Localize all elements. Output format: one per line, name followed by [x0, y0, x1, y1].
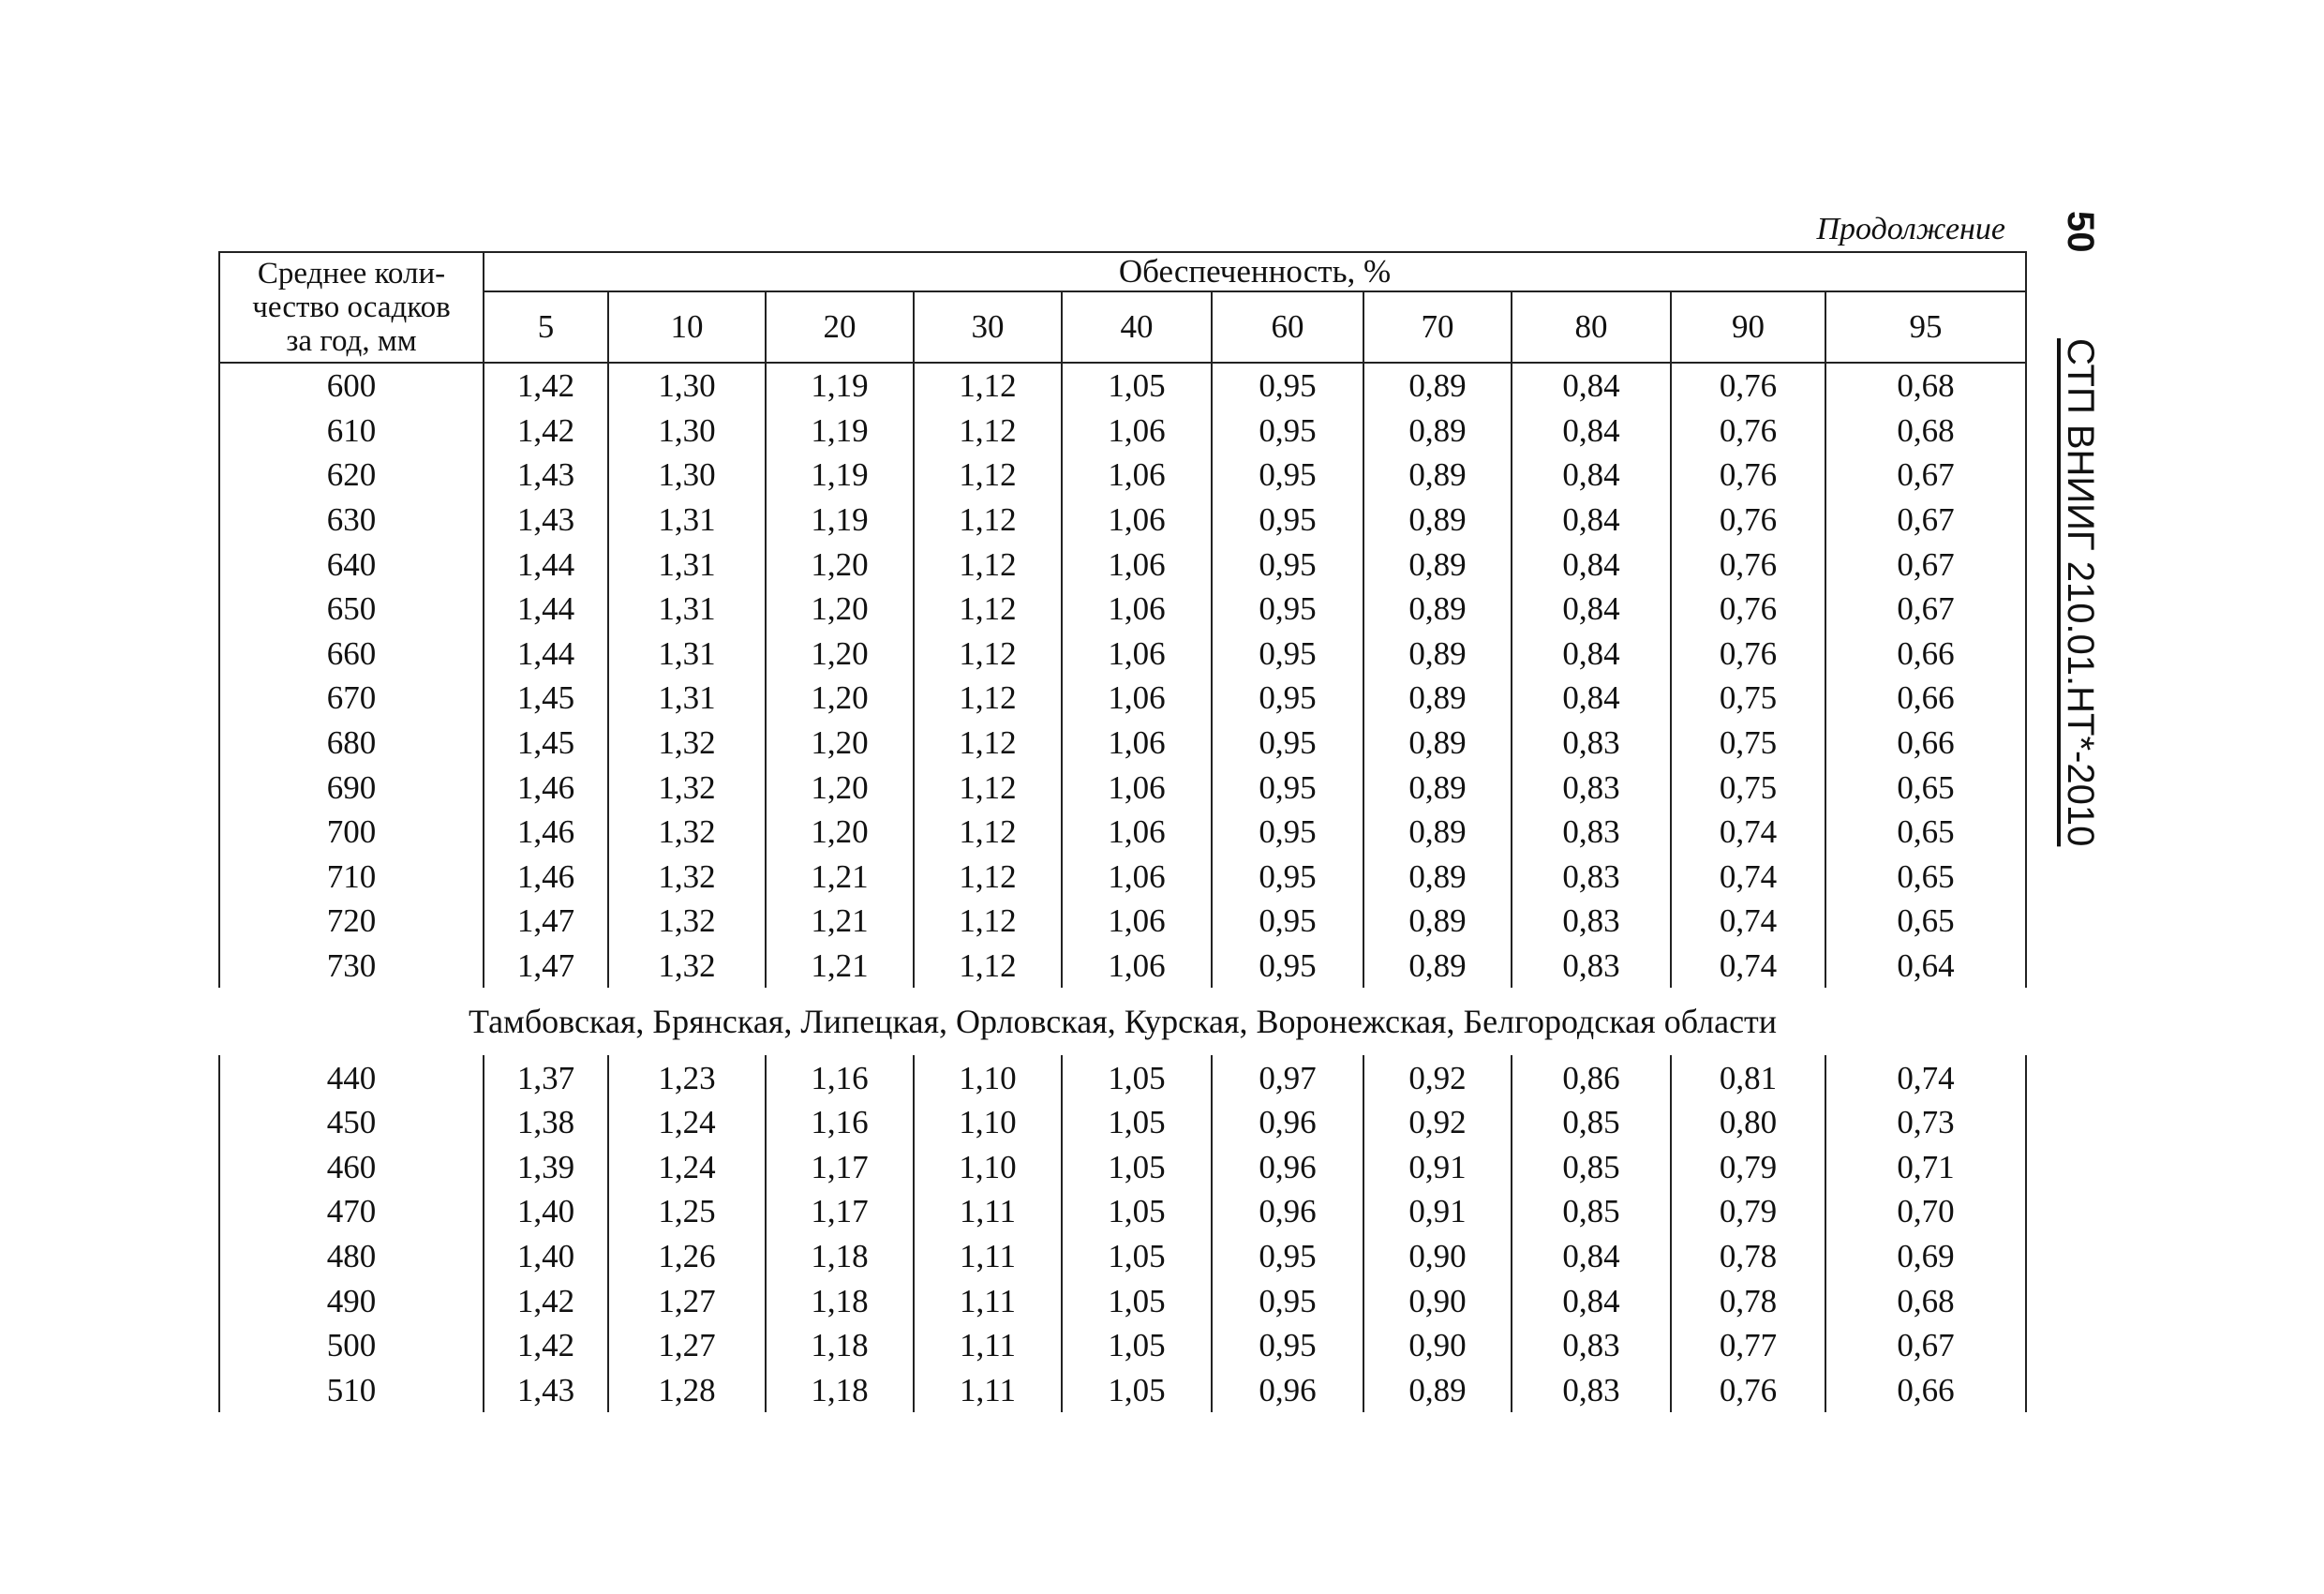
table-row [219, 1234, 2026, 1279]
precipitation-cell: 450 [219, 1100, 484, 1145]
precipitation-header-line: за год, мм [286, 324, 417, 358]
coefficient-cell: 0,96 [1212, 1100, 1363, 1145]
coefficient-cell: 1,05 [1062, 1100, 1212, 1145]
precipitation-cell: 500 [219, 1323, 484, 1368]
coefficient-cell: 0,66 [1825, 721, 2026, 766]
coefficient-cell: 1,20 [766, 632, 914, 677]
coefficient-cell: 1,31 [608, 498, 766, 543]
coefficient-cell: 0,85 [1512, 1145, 1671, 1190]
coefficient-cell: 0,65 [1825, 765, 2026, 810]
percent-column-header: 5 [484, 291, 608, 363]
coefficient-cell: 0,95 [1212, 899, 1363, 944]
coefficient-cell: 1,12 [914, 855, 1062, 900]
coefficient-cell: 0,83 [1512, 855, 1671, 900]
precipitation-cell: 660 [219, 632, 484, 677]
coefficient-cell: 0,84 [1512, 587, 1671, 632]
precipitation-cell: 690 [219, 765, 484, 810]
coefficient-cell: 1,19 [766, 498, 914, 543]
coefficient-cell: 0,75 [1671, 721, 1825, 766]
precipitation-cell: 670 [219, 676, 484, 721]
precipitation-cell: 630 [219, 498, 484, 543]
coefficient-cell: 0,89 [1363, 542, 1512, 587]
coefficient-cell: 1,06 [1062, 409, 1212, 454]
coefficient-cell: 0,76 [1671, 542, 1825, 587]
coefficient-cell: 0,95 [1212, 1234, 1363, 1279]
coefficient-cell: 0,97 [1212, 1055, 1363, 1100]
coefficient-cell: 1,31 [608, 587, 766, 632]
coefficient-cell: 1,11 [914, 1234, 1062, 1279]
table-row [219, 765, 2026, 810]
coefficient-cell: 0,95 [1212, 632, 1363, 677]
coefficient-cell: 1,19 [766, 363, 914, 409]
coefficient-cell: 1,18 [766, 1323, 914, 1368]
precipitation-cell: 720 [219, 899, 484, 944]
coefficient-cell: 1,06 [1062, 810, 1212, 855]
coefficient-cell: 0,89 [1363, 409, 1512, 454]
coefficient-cell: 1,24 [608, 1100, 766, 1145]
coefficient-cell: 0,96 [1212, 1145, 1363, 1190]
coefficient-cell: 1,12 [914, 676, 1062, 721]
coefficient-cell: 0,84 [1512, 1234, 1671, 1279]
region-heading: Тамбовская, Брянская, Липецкая, Орловская, Курская, Воронежская, Белгородская области [468, 1003, 1778, 1041]
coefficient-cell: 1,46 [484, 855, 608, 900]
table-row [219, 1323, 2026, 1368]
precipitation-column-header [219, 252, 484, 363]
coefficient-cell: 1,43 [484, 1367, 608, 1412]
coefficient-cell: 1,31 [608, 632, 766, 677]
coefficient-cell: 0,84 [1512, 409, 1671, 454]
coefficient-cell: 0,83 [1512, 899, 1671, 944]
table-body [219, 363, 2026, 1412]
coefficient-cell: 1,43 [484, 453, 608, 498]
coefficient-cell: 1,20 [766, 765, 914, 810]
coefficient-cell: 0,68 [1825, 363, 2026, 409]
coefficient-cell: 0,95 [1212, 944, 1363, 989]
coefficient-cell: 1,40 [484, 1189, 608, 1234]
coefficient-cell: 1,06 [1062, 855, 1212, 900]
coefficient-cell: 1,11 [914, 1367, 1062, 1412]
coefficient-cell: 0,90 [1363, 1323, 1512, 1368]
coefficient-cell: 0,76 [1671, 409, 1825, 454]
table-row [219, 1278, 2026, 1323]
precipitation-cell: 640 [219, 542, 484, 587]
coefficient-cell: 1,05 [1062, 1055, 1212, 1100]
coefficient-cell: 0,95 [1212, 721, 1363, 766]
coefficient-cell: 1,25 [608, 1189, 766, 1234]
table-row [219, 587, 2026, 632]
coefficient-cell: 0,65 [1825, 899, 2026, 944]
coefficient-cell: 1,12 [914, 765, 1062, 810]
coefficient-cell: 0,95 [1212, 855, 1363, 900]
coefficient-cell: 1,32 [608, 721, 766, 766]
coefficient-cell: 1,20 [766, 542, 914, 587]
percent-column-header: 40 [1062, 291, 1212, 363]
document-code: СТП ВНИИГ 210.01.НТ*-2010 [2060, 337, 2101, 846]
coefficient-cell: 1,20 [766, 810, 914, 855]
running-header [2062, 211, 2099, 846]
coefficient-cell: 0,76 [1671, 1367, 1825, 1412]
coefficient-cell: 1,12 [914, 498, 1062, 543]
coefficient-cell: 0,66 [1825, 1367, 2026, 1412]
coefficient-cell: 0,75 [1671, 676, 1825, 721]
coefficient-cell: 1,06 [1062, 721, 1212, 766]
coefficient-cell: 0,95 [1212, 1278, 1363, 1323]
precipitation-cell: 680 [219, 721, 484, 766]
coefficient-cell: 0,69 [1825, 1234, 2026, 1279]
coefficient-cell: 0,89 [1363, 855, 1512, 900]
coefficient-cell: 0,76 [1671, 587, 1825, 632]
coefficient-cell: 0,74 [1671, 944, 1825, 989]
coefficient-cell: 0,89 [1363, 587, 1512, 632]
table-row [219, 855, 2026, 900]
coefficient-cell: 1,42 [484, 409, 608, 454]
coefficient-cell: 1,28 [608, 1367, 766, 1412]
precipitation-cell: 600 [219, 363, 484, 409]
coefficient-cell: 0,79 [1671, 1145, 1825, 1190]
coefficient-cell: 1,12 [914, 409, 1062, 454]
coefficient-cell: 0,76 [1671, 453, 1825, 498]
coefficient-cell: 1,32 [608, 855, 766, 900]
coefficient-cell: 0,96 [1212, 1189, 1363, 1234]
coefficient-cell: 0,78 [1671, 1234, 1825, 1279]
coefficient-cell: 1,44 [484, 632, 608, 677]
coefficient-cell: 0,65 [1825, 810, 2026, 855]
coefficient-cell: 1,32 [608, 810, 766, 855]
coefficient-cell: 1,47 [484, 944, 608, 989]
precipitation-header-line: Среднее коли- [257, 257, 446, 290]
coefficient-cell: 1,39 [484, 1145, 608, 1190]
coefficient-cell: 0,91 [1363, 1145, 1512, 1190]
coefficient-cell: 1,16 [766, 1100, 914, 1145]
coefficient-cell: 0,83 [1512, 765, 1671, 810]
table-row [219, 363, 2026, 409]
coefficient-cell: 1,32 [608, 765, 766, 810]
coefficient-cell: 1,45 [484, 721, 608, 766]
coefficient-cell: 1,12 [914, 453, 1062, 498]
coefficient-cell: 0,67 [1825, 542, 2026, 587]
coefficient-cell: 1,06 [1062, 587, 1212, 632]
coefficient-cell: 0,68 [1825, 409, 2026, 454]
coefficient-cell: 1,21 [766, 899, 914, 944]
coefficient-cell: 0,92 [1363, 1100, 1512, 1145]
coefficient-cell: 1,19 [766, 409, 914, 454]
coefficient-cell: 1,12 [914, 899, 1062, 944]
table-row [219, 453, 2026, 498]
table-row [219, 632, 2026, 677]
coefficient-cell: 0,76 [1671, 498, 1825, 543]
coefficient-cell: 0,89 [1363, 632, 1512, 677]
coefficient-cell: 1,06 [1062, 453, 1212, 498]
coefficient-cell: 1,26 [608, 1234, 766, 1279]
coefficient-cell: 1,06 [1062, 765, 1212, 810]
percent-column-header: 30 [914, 291, 1062, 363]
precipitation-cell: 510 [219, 1367, 484, 1412]
coefficient-cell: 1,17 [766, 1145, 914, 1190]
coefficient-cell: 0,89 [1363, 453, 1512, 498]
coefficient-cell: 0,81 [1671, 1055, 1825, 1100]
coefficient-cell: 1,06 [1062, 498, 1212, 543]
percent-header-row [219, 291, 2026, 363]
coefficient-cell: 0,89 [1363, 721, 1512, 766]
percent-column-header: 90 [1671, 291, 1825, 363]
percent-column-header: 80 [1512, 291, 1671, 363]
coefficient-cell: 0,89 [1363, 810, 1512, 855]
coefficient-cell: 1,06 [1062, 899, 1212, 944]
coefficient-cell: 1,10 [914, 1055, 1062, 1100]
coefficient-cell: 1,27 [608, 1278, 766, 1323]
coefficient-cell: 1,12 [914, 587, 1062, 632]
coefficient-cell: 0,68 [1825, 1278, 2026, 1323]
coefficient-cell: 1,17 [766, 1189, 914, 1234]
coefficient-cell: 1,05 [1062, 1189, 1212, 1234]
percent-column-header: 60 [1212, 291, 1363, 363]
coefficient-cell: 0,85 [1512, 1100, 1671, 1145]
precipitation-cell: 730 [219, 944, 484, 989]
coefficient-cell: 1,37 [484, 1055, 608, 1100]
coefficient-cell: 1,31 [608, 542, 766, 587]
coefficient-cell: 0,84 [1512, 498, 1671, 543]
table-row [219, 409, 2026, 454]
coefficient-cell: 1,43 [484, 498, 608, 543]
coefficient-cell: 0,67 [1825, 587, 2026, 632]
table-row [219, 542, 2026, 587]
coefficient-cell: 1,38 [484, 1100, 608, 1145]
coefficient-cell: 1,12 [914, 810, 1062, 855]
coefficient-cell: 0,64 [1825, 944, 2026, 989]
coefficient-cell: 0,89 [1363, 765, 1512, 810]
precipitation-cell: 460 [219, 1145, 484, 1190]
coefficient-cell: 1,05 [1062, 1278, 1212, 1323]
coefficient-cell: 0,73 [1825, 1100, 2026, 1145]
coefficient-cell: 0,96 [1212, 1367, 1363, 1412]
coefficient-cell: 1,18 [766, 1234, 914, 1279]
coefficient-cell: 1,20 [766, 721, 914, 766]
coefficient-cell: 1,05 [1062, 1145, 1212, 1190]
coefficient-cell: 0,92 [1363, 1055, 1512, 1100]
coefficient-cell: 1,46 [484, 810, 608, 855]
table-row [219, 498, 2026, 543]
precipitation-cell: 480 [219, 1234, 484, 1279]
coefficient-cell: 0,90 [1363, 1278, 1512, 1323]
coefficient-cell: 0,85 [1512, 1189, 1671, 1234]
coefficient-cell: 1,40 [484, 1234, 608, 1279]
coefficient-cell: 0,70 [1825, 1189, 2026, 1234]
coefficient-cell: 0,74 [1825, 1055, 2026, 1100]
coefficient-cell: 0,66 [1825, 676, 2026, 721]
coefficient-cell: 1,30 [608, 453, 766, 498]
precipitation-coefficients-table [218, 251, 2027, 1412]
percent-column-header: 95 [1825, 291, 2026, 363]
coefficient-cell: 0,95 [1212, 453, 1363, 498]
coefficient-cell: 1,42 [484, 363, 608, 409]
coefficient-cell: 1,21 [766, 855, 914, 900]
coefficient-cell: 0,90 [1363, 1234, 1512, 1279]
precipitation-cell: 440 [219, 1055, 484, 1100]
coefficient-cell: 0,95 [1212, 587, 1363, 632]
coefficient-cell: 1,11 [914, 1278, 1062, 1323]
coefficient-cell: 0,65 [1825, 855, 2026, 900]
coefficient-cell: 0,71 [1825, 1145, 2026, 1190]
coefficient-cell: 1,23 [608, 1055, 766, 1100]
coefficient-cell: 0,83 [1512, 1323, 1671, 1368]
coefficient-cell: 0,83 [1512, 944, 1671, 989]
coefficient-cell: 1,12 [914, 363, 1062, 409]
coefficient-cell: 0,95 [1212, 1323, 1363, 1368]
coefficient-cell: 0,89 [1363, 676, 1512, 721]
coefficient-cell: 0,95 [1212, 363, 1363, 409]
coefficient-cell: 0,83 [1512, 810, 1671, 855]
coefficient-cell: 1,46 [484, 765, 608, 810]
precipitation-cell: 700 [219, 810, 484, 855]
coefficient-cell: 0,67 [1825, 453, 2026, 498]
coefficient-cell: 0,84 [1512, 632, 1671, 677]
coefficient-cell: 0,74 [1671, 899, 1825, 944]
coefficient-cell: 1,20 [766, 587, 914, 632]
precipitation-cell: 470 [219, 1189, 484, 1234]
continuation-label: Продолжение [1816, 212, 2005, 246]
coefficient-cell: 0,91 [1363, 1189, 1512, 1234]
coefficient-cell: 0,89 [1363, 363, 1512, 409]
coefficient-cell: 1,10 [914, 1145, 1062, 1190]
coefficient-cell: 1,05 [1062, 1323, 1212, 1368]
coefficient-cell: 1,12 [914, 944, 1062, 989]
coefficient-cell: 0,84 [1512, 542, 1671, 587]
coefficient-cell: 1,16 [766, 1055, 914, 1100]
precipitation-cell: 620 [219, 453, 484, 498]
page-number: 50 [2060, 211, 2101, 253]
coefficient-cell: 1,30 [608, 363, 766, 409]
table-row [219, 1145, 2026, 1190]
coefficient-cell: 1,21 [766, 944, 914, 989]
coefficient-cell: 0,84 [1512, 1278, 1671, 1323]
table-row [219, 1367, 2026, 1412]
coefficient-cell: 1,42 [484, 1278, 608, 1323]
coefficient-cell: 0,84 [1512, 453, 1671, 498]
precipitation-cell: 710 [219, 855, 484, 900]
coefficient-cell: 0,66 [1825, 632, 2026, 677]
coefficient-cell: 0,75 [1671, 765, 1825, 810]
coefficient-cell: 1,18 [766, 1278, 914, 1323]
coefficient-cell: 0,89 [1363, 899, 1512, 944]
table-row [219, 1100, 2026, 1145]
coefficient-cell: 1,44 [484, 587, 608, 632]
coefficient-cell: 1,11 [914, 1189, 1062, 1234]
precipitation-cell: 650 [219, 587, 484, 632]
coefficient-cell: 1,45 [484, 676, 608, 721]
coefficient-cell: 1,32 [608, 944, 766, 989]
table-row [219, 944, 2026, 989]
coefficient-cell: 0,67 [1825, 498, 2026, 543]
coefficient-cell: 0,95 [1212, 542, 1363, 587]
coefficient-cell: 1,11 [914, 1323, 1062, 1368]
coefficient-cell: 1,30 [608, 409, 766, 454]
coefficient-cell: 1,27 [608, 1323, 766, 1368]
probability-group-header: Обеспеченность, % [484, 252, 2026, 291]
table-header [219, 252, 2026, 363]
coefficient-cell: 0,95 [1212, 676, 1363, 721]
coefficient-cell: 0,84 [1512, 363, 1671, 409]
table-row [219, 810, 2026, 855]
coefficient-cell: 1,12 [914, 632, 1062, 677]
percent-column-header: 20 [766, 291, 914, 363]
coefficient-cell: 0,80 [1671, 1100, 1825, 1145]
coefficient-cell: 1,06 [1062, 632, 1212, 677]
coefficient-cell: 0,83 [1512, 1367, 1671, 1412]
coefficient-cell: 1,18 [766, 1367, 914, 1412]
coefficient-cell: 0,74 [1671, 855, 1825, 900]
coefficient-cell: 0,76 [1671, 632, 1825, 677]
table-row [219, 721, 2026, 766]
coefficient-cell: 1,44 [484, 542, 608, 587]
coefficient-cell: 1,06 [1062, 542, 1212, 587]
precipitation-cell: 610 [219, 409, 484, 454]
coefficient-cell: 0,89 [1363, 1367, 1512, 1412]
coefficient-cell: 0,77 [1671, 1323, 1825, 1368]
coefficient-cell: 0,78 [1671, 1278, 1825, 1323]
coefficient-cell: 0,95 [1212, 810, 1363, 855]
percent-column-header: 10 [608, 291, 766, 363]
coefficient-cell: 1,06 [1062, 944, 1212, 989]
coefficient-cell: 1,31 [608, 676, 766, 721]
table-row [219, 899, 2026, 944]
coefficient-cell: 1,20 [766, 676, 914, 721]
coefficient-cell: 1,05 [1062, 1367, 1212, 1412]
percent-column-header: 70 [1363, 291, 1512, 363]
precipitation-cell: 490 [219, 1278, 484, 1323]
coefficient-cell: 0,86 [1512, 1055, 1671, 1100]
coefficient-cell: 0,95 [1212, 409, 1363, 454]
region-heading-row [219, 988, 2026, 1055]
coefficient-cell: 1,19 [766, 453, 914, 498]
coefficient-cell: 1,12 [914, 542, 1062, 587]
coefficient-cell: 0,84 [1512, 676, 1671, 721]
coefficient-cell: 0,89 [1363, 944, 1512, 989]
coefficient-cell: 0,74 [1671, 810, 1825, 855]
coefficient-cell: 1,47 [484, 899, 608, 944]
coefficient-cell: 0,95 [1212, 498, 1363, 543]
table-row [219, 676, 2026, 721]
precipitation-header-line: чество осадков [252, 290, 451, 324]
coefficient-cell: 0,67 [1825, 1323, 2026, 1368]
coefficient-cell: 1,32 [608, 899, 766, 944]
table-row [219, 1055, 2026, 1100]
coefficient-cell: 0,89 [1363, 498, 1512, 543]
table-row [219, 1189, 2026, 1234]
coefficient-cell: 1,24 [608, 1145, 766, 1190]
coefficient-cell: 1,05 [1062, 1234, 1212, 1279]
coefficient-cell: 1,12 [914, 721, 1062, 766]
coefficient-cell: 0,79 [1671, 1189, 1825, 1234]
coefficient-cell: 1,10 [914, 1100, 1062, 1145]
coefficient-cell: 0,83 [1512, 721, 1671, 766]
coefficient-cell: 1,06 [1062, 676, 1212, 721]
coefficient-cell: 0,95 [1212, 765, 1363, 810]
coefficient-cell: 0,76 [1671, 363, 1825, 409]
coefficient-cell: 1,42 [484, 1323, 608, 1368]
coefficient-cell: 1,05 [1062, 363, 1212, 409]
